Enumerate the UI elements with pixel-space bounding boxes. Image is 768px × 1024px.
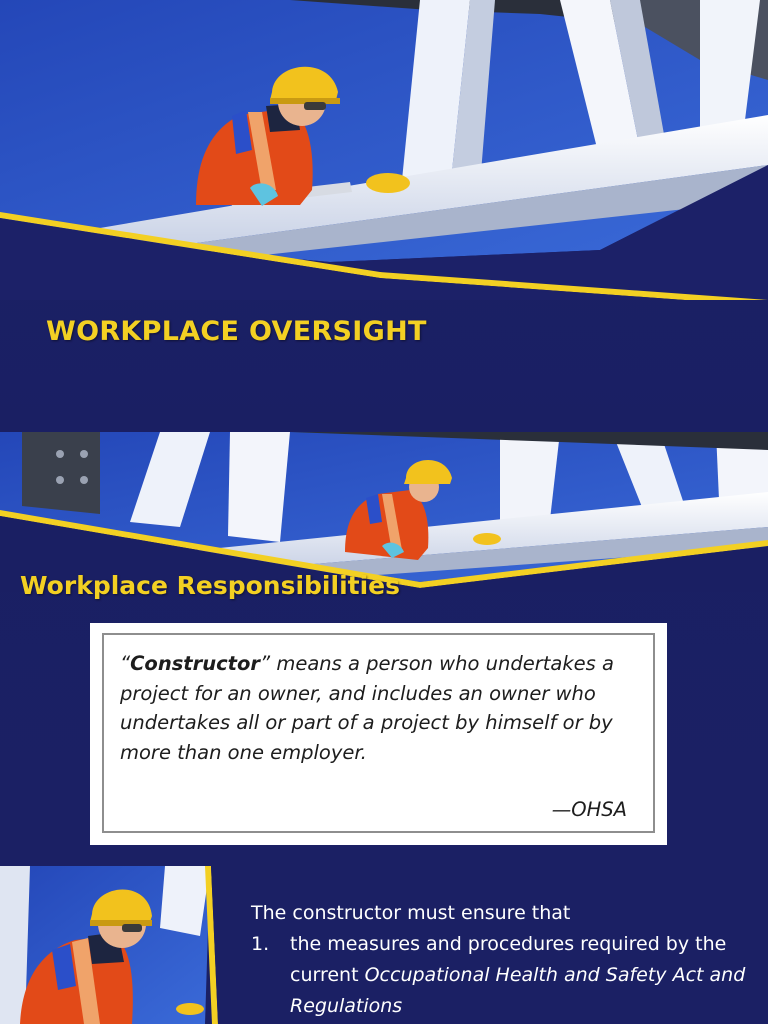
slide-workplace-oversight (0, 0, 768, 432)
list-item-number: 1. (251, 933, 270, 955)
act-name: Occupational Health and Safety Act and Regulations (290, 964, 746, 1017)
quote-term: Constructor (130, 652, 261, 675)
quote-text (120, 649, 639, 767)
quote-open-mark: “ (120, 652, 131, 675)
slide-constructor-duties (0, 866, 768, 1024)
quote-body: means a person who undertakes a project for an owner, and includes an owner who undertakes all or part of a project by himself or by more than one employer. (120, 652, 614, 764)
constructor-duties-text (251, 898, 768, 1022)
slide-title: Workplace Responsibilities (20, 571, 400, 600)
quote-source: —OHSA (551, 798, 627, 821)
quote-frame (102, 633, 655, 833)
slide-title: WORKPLACE OVERSIGHT (46, 316, 427, 347)
duties-list (251, 929, 768, 1022)
construction-worker-photo (0, 866, 230, 1024)
construction-worker-photo (0, 432, 768, 592)
list-item-text (290, 929, 768, 1022)
definition-quote-box (90, 623, 667, 845)
duties-intro: The constructor must ensure that (251, 902, 571, 924)
construction-worker-photo (0, 0, 768, 300)
list-item-plain-text: the measures and procedures required by the current (290, 933, 727, 986)
list-item (251, 929, 768, 1022)
slide-workplace-responsibilities (0, 432, 768, 866)
quote-close-mark: ” (260, 652, 271, 675)
